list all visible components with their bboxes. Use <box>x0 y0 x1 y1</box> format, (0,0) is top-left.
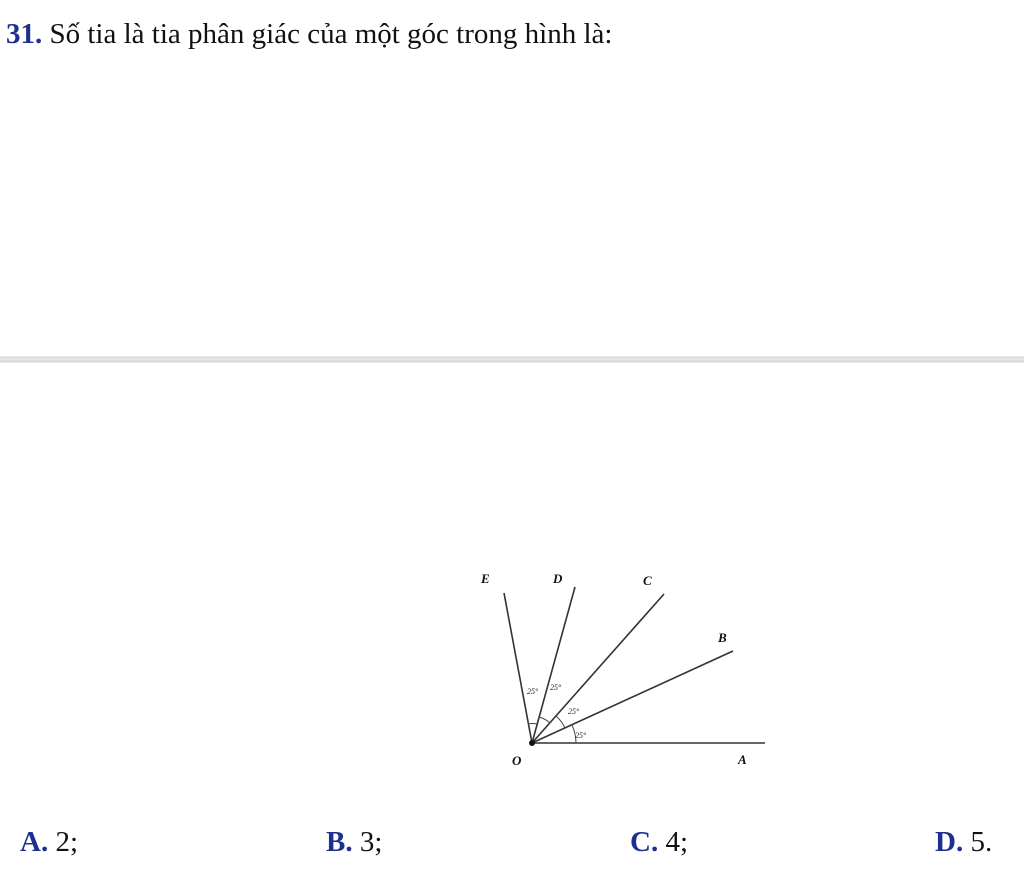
option-b-letter: B. <box>326 826 353 858</box>
question-text: Số tia là tia phân giác của một góc trong hình là: <box>49 18 613 50</box>
option-a[interactable] <box>20 822 78 862</box>
ray-ob <box>532 651 733 743</box>
angle-arc-doe <box>528 723 537 724</box>
option-c[interactable] <box>630 822 688 862</box>
point-label-d: D <box>553 571 563 586</box>
angle-label-aob: 25° <box>575 731 587 740</box>
option-b-text: 3; <box>359 826 383 858</box>
option-b[interactable] <box>326 822 382 862</box>
point-label-a: A <box>738 752 747 767</box>
point-label-b: B <box>718 630 727 645</box>
option-a-text: 2; <box>55 826 79 858</box>
option-d-letter: D. <box>935 826 964 858</box>
angle-arc-cod <box>539 717 550 723</box>
angle-arc-boc <box>556 716 565 728</box>
angle-label-cod: 25° <box>550 683 562 692</box>
point-label-o: O <box>512 753 522 768</box>
option-a-letter: A. <box>20 826 49 858</box>
angle-label-boc: 25° <box>568 707 580 716</box>
option-d[interactable] <box>935 822 992 862</box>
vertex-o <box>529 740 535 746</box>
point-label-c: C <box>643 573 652 588</box>
option-d-text: 5. <box>970 826 993 858</box>
option-c-letter: C. <box>630 826 659 858</box>
question-number: 31. <box>6 18 43 50</box>
option-c-text: 4; <box>665 826 689 858</box>
point-label-e: E <box>481 571 490 586</box>
angle-label-doe: 25° <box>527 687 539 696</box>
ray-oe <box>504 593 532 743</box>
